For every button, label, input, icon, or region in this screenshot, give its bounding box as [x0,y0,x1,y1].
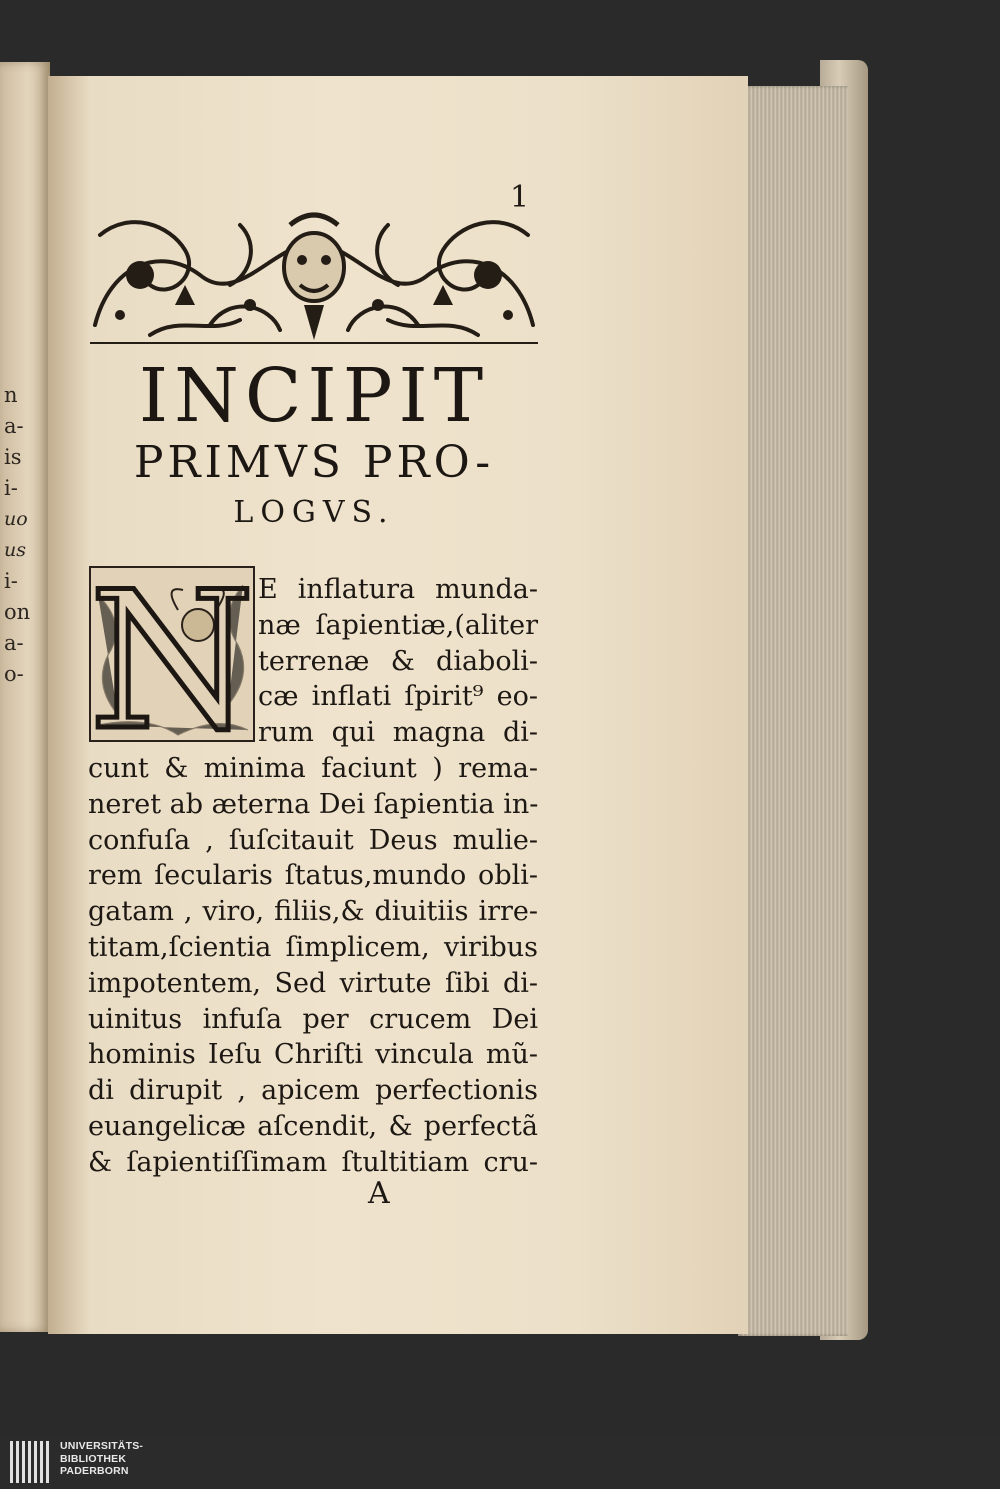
text-line: neret ab æterna Dei ſapientia in- [88,788,539,820]
text-line: rem ſecularis ſtatus,mundo obli- [88,860,538,892]
left-facing-page [0,62,50,1332]
left-fragment: on [4,600,31,624]
heading-incipit: INCIPIT [138,353,490,439]
text-line: & ſapientiſſimam ſtultitiam cru- [88,1146,538,1178]
text-line: gatam , viro, filiis,& diuitiis irre- [88,896,538,928]
left-fragment: us [4,539,26,561]
left-fragment: a- [4,414,24,438]
library-name-line: PADERBORN [60,1465,129,1477]
text-line: cunt & minima faciunt ) rema- [88,752,538,784]
left-fragment: i- [4,476,18,500]
left-fragment: i- [4,569,18,593]
text-line: næ ſapientiæ,(aliter [258,609,538,641]
text-line: euangelicæ aſcendit, & perfectã [88,1110,538,1142]
text-line: titam,ſcientia ſimplicem, viribus [88,931,538,963]
dropcap-letter: N [88,565,256,743]
left-fragment: a- [4,631,24,655]
text-line: uinitus infuſa per crucem Dei [88,1003,538,1035]
text-line: impotentem, Sed virtute ſibi di- [88,967,538,999]
library-logo-icon [10,1441,54,1483]
page-number: 1 [510,180,530,215]
left-page-text-fragments [4,380,48,690]
text-line: rum qui magna di- [258,717,538,749]
woodcut-headpiece-ornament [90,205,538,345]
heading-logus: LOGVS. [233,495,395,530]
library-name [60,1440,143,1478]
text-line: cæ inflati ſpirit⁹ eo- [258,681,538,713]
text-line: terrenæ & diaboli- [258,645,538,677]
body-text [88,572,538,1181]
page-block-edges [738,86,848,1336]
left-fragment: n [4,383,18,407]
left-fragment: uo [4,508,28,530]
text-line: confuſa , ſuſcitauit Deus mulie- [88,824,538,856]
library-name-line: BIBLIOTHEK [60,1452,127,1465]
signature-mark: A [368,1176,390,1211]
heading-primus-pro: PRIMVS PRO- [133,437,495,488]
left-fragment: o- [4,662,24,686]
library-footer [0,1437,1000,1489]
text-line: E inflatura munda- [258,574,538,605]
library-name-line: UNIVERSITÄTS- [60,1440,144,1452]
text-line: di dirupit , apicem perfectionis [88,1075,538,1107]
left-fragment: is [4,445,22,469]
text-line: hominis Ieſu Chriſti vincula mũ- [88,1039,538,1071]
